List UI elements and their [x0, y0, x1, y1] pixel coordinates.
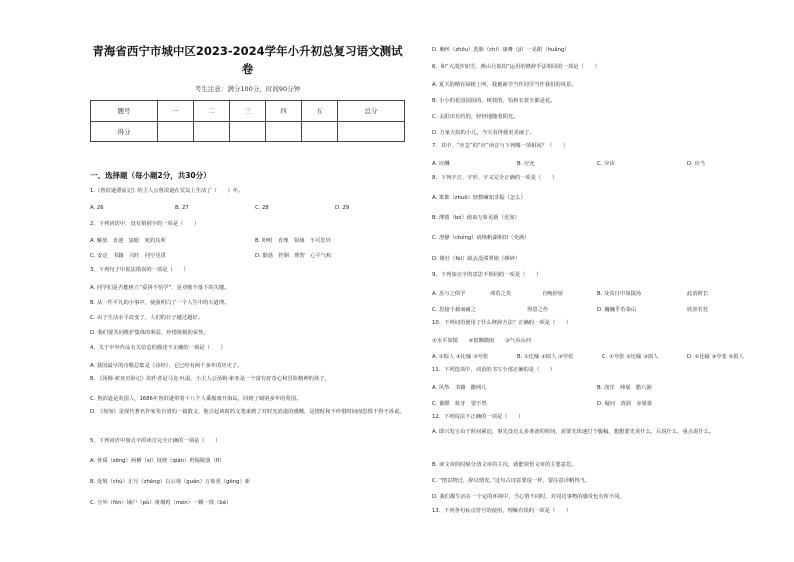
- option-c[interactable]: C. 安定 书籍 兴旺 同空见贯: [90, 253, 166, 259]
- score-table: [90, 100, 405, 142]
- option-c[interactable]: C. 澄静（chéng）请恢帆湖和田（充满）: [432, 235, 530, 241]
- option-a[interactable]: A. 风筝 书籍 撒网儿: [432, 385, 487, 391]
- section-heading: 一、选择题（每小题2分，共30分）: [90, 171, 211, 180]
- question-stem: 7、其中，“应急”的“应”读音与下列哪一项相同？（ ）: [432, 143, 569, 149]
- option-b[interactable]: B. 吩咐 直理 领域 不可思异: [255, 238, 331, 244]
- option-c[interactable]: C. 分外（fèn）铺户（pù）黄焖鸡（mèn）一颗一铁（bá）: [90, 500, 232, 506]
- option-a-part: 弗若之矣: [490, 291, 512, 297]
- option-d[interactable]: D. 我们都生活在一个定的环境中，当心情不同时，对周边事物的感受也有所不同。: [432, 494, 625, 500]
- score-input-cell[interactable]: [230, 121, 266, 142]
- question-stem: 10、下列词语使用了什么修辞方法？正确的一项是（ ）: [432, 320, 572, 326]
- question-stem: 13、下列各句标点符号的使用，理解有误的一项是（ ）: [432, 508, 572, 514]
- question-stem: 12、下列说法不正确的一项是（ ）: [432, 414, 524, 420]
- option-b[interactable]: B. 读文章的时候分清文章的主次，就能领悟文章的主要意思。: [432, 462, 577, 468]
- question-stem: 8、下列字音、字形、字义完全正确的一项是（ ）: [432, 175, 558, 181]
- question-stem: 1.《鲁滨逊漂流记》的主人公鲁滨逊在荒岛上生活了（ ）年。: [90, 188, 244, 194]
- option-d[interactable]: D. 巍巍乎若泰山: [597, 307, 637, 313]
- option-b[interactable]: B. 浇洋 伸展 腊八粥: [597, 385, 652, 391]
- page-title: [90, 42, 405, 78]
- score-cell: 得分: [91, 121, 158, 142]
- option-b[interactable]: B. 处境（chù）正月（zhēng）白云观（guàn）万象更（gēng）新: [90, 479, 251, 485]
- option-d[interactable]: D. 胸怀（zhōu）洗脸（chí）康膏（jí）一晃眼（huǎng）: [432, 47, 570, 53]
- option-a[interactable]: A. 26: [90, 205, 104, 211]
- question-items: ①水平如镜 ②窗飘微雨 ③气吞山河: [432, 338, 531, 344]
- option-b[interactable]: B. 27: [175, 205, 189, 211]
- score-cell: 一: [158, 101, 194, 122]
- question-stem: 5、下列词语中加点字的读音完全正确的一项是（ ）: [90, 438, 221, 444]
- option-d[interactable]: D. 勤恳 控制 理智 心平气和: [255, 253, 332, 259]
- option-c[interactable]: C. 催酷 蛀牙 要不然: [432, 401, 487, 407]
- option-d[interactable]: D. 雄壮（féi）缺丢没滞翠铭（颜碎）: [432, 256, 521, 262]
- option-a[interactable]: A. 即兴发言由于时间紧迫，事先没有太多准备的时间，需要先快速打个腹稿，想想要先说什么，后说什么，重点说什么。: [432, 429, 715, 435]
- option-c[interactable]: C. 28: [255, 205, 269, 211]
- option-b[interactable]: B. 《汤姆·索亚历险记》的作者是马克·吐温，小主人公汤姆·索亚是一个富有好奇心和冒险精神的孩子。: [90, 376, 330, 382]
- option-c[interactable]: C. “情以物迁，辞以情发。”这句古诗意要说一样，要注意详略得当。: [432, 478, 591, 484]
- score-table-header-row: [91, 101, 405, 122]
- option-c[interactable]: C. 由于生活水平改变了，人们的日子越过越好。: [90, 315, 204, 321]
- score-cell: 题号: [91, 101, 158, 122]
- option-c[interactable]: C. ①夸张 ②比喻 ③拟人: [602, 354, 659, 360]
- score-input-cell[interactable]: [194, 121, 230, 142]
- score-cell: 四: [265, 101, 301, 122]
- title-line-1: 青海省西宁市城中区2023-2024学年小升初总复习语文测试: [92, 44, 403, 58]
- question-stem: 4、关于中外作品有关信息的描述不正确的一项是（ ）: [90, 345, 226, 351]
- score-cell: 二: [194, 101, 230, 122]
- option-b[interactable]: B. 从一件平凡的小事中，使我明白了一个人生中的大道理。: [90, 300, 230, 306]
- option-a[interactable]: A. 我国最早的诗歌总集是《诗经》，它已经有两千多年的历史了。: [90, 363, 243, 369]
- score-cell: 三: [230, 101, 266, 122]
- option-c-part: 得意之作: [527, 307, 549, 313]
- option-a[interactable]: A. 骨质（zēng）两栖（xī）枝绕（qiān）坍塌脱落（fǐ）: [90, 458, 225, 464]
- question-stem: 6、和“大漠沙如雪，燕山月似钩”运用的修辞手法相同的一项是（ ）: [432, 64, 600, 70]
- question-stem: 11、下列选项中，词语的书写全部正确的是（ ）: [432, 367, 556, 373]
- option-a[interactable]: A. 应酬: [432, 161, 450, 167]
- option-a[interactable]: A. 夏天的晴在绿树上叫，我被新学当作同学当作我们的风景。: [432, 82, 577, 88]
- option-d[interactable]: D. 疑问 清洞 赤果果: [597, 401, 653, 407]
- score-input-cell[interactable]: [158, 121, 194, 142]
- option-c[interactable]: C. 太阳出有钓的，轻轻地随着阳光。: [432, 114, 519, 120]
- option-b[interactable]: B. 小小的花园园园的，树枝的，恰和衣裳全都是花。: [432, 98, 556, 104]
- option-d[interactable]: D. 29: [335, 205, 350, 211]
- option-a-part: 自晚停留: [542, 291, 564, 297]
- option-d[interactable]: D. 我们要共同维护集体的利益，珍惜班级的荣誉。: [90, 330, 209, 336]
- option-a[interactable]: A. 笨拙（zhuō）轻数嘛知非振（怎么）: [432, 195, 526, 201]
- option-a[interactable]: A. ①拟人 ②比喻 ③夸张: [432, 354, 489, 360]
- option-c[interactable]: C. 思接千载而耐之: [432, 307, 477, 313]
- score-table-score-row: [91, 121, 405, 142]
- option-b[interactable]: B. 薄暮（bó）使衰万象更新（更加）: [432, 215, 520, 221]
- question-stem: 2、下列词语中，没有错别字的一项是（ ）: [90, 221, 200, 227]
- option-b[interactable]: B. 及其日中如探汤: [597, 291, 642, 297]
- option-d[interactable]: D. 应当: [687, 161, 706, 167]
- question-stem: 9、下列加点字的意思不相同的一项是（ ）: [432, 272, 542, 278]
- option-b-part: 此消彼长: [687, 291, 709, 297]
- option-b[interactable]: B. ①比喻 ②拟人 ③夸张: [517, 354, 574, 360]
- option-a[interactable]: A. 虽与之俱学: [432, 291, 466, 297]
- option-d[interactable]: D. 《匆匆》是现代著名作家朱自清的一篇散文，他引起读时的文笔来到了对时光消逝的感慨，是惜时和不珍惜时间而恐惧不得不诉说。: [90, 409, 405, 415]
- option-b[interactable]: B. 应允: [517, 161, 535, 167]
- exam-notice: 考生注意：满分100分，时间90分钟: [194, 85, 301, 93]
- option-d[interactable]: D. ①比喻 ③夸张 ②拟人: [687, 354, 744, 360]
- score-input-cell[interactable]: [265, 121, 301, 142]
- option-d[interactable]: D. 万家大院的小儿，今天看得使更美丽了。: [432, 130, 535, 136]
- option-d-part: 欣喜若狂: [687, 307, 709, 313]
- question-stem: 3、下列句子中说法错误的一项是（ ）: [90, 267, 189, 273]
- title-line-2: 卷: [241, 62, 254, 76]
- score-input-cell[interactable]: [337, 121, 404, 142]
- option-c[interactable]: C. 鲁滨逊是英国人，1686年鲁滨逊带着十八个人乘船离开海岛，回到了阔别多年的英国。: [90, 396, 302, 402]
- score-cell: 总分: [337, 101, 404, 122]
- score-input-cell[interactable]: [301, 121, 337, 142]
- option-a[interactable]: A. 同学们是否能树立“爱拼不怕学”，是劝勉不落下的关键。: [90, 285, 230, 291]
- score-cell: 五: [301, 101, 337, 122]
- option-a[interactable]: A. 解放 直迎 泉眼 死的其所: [90, 238, 166, 244]
- option-c[interactable]: C. 应该: [597, 161, 615, 167]
